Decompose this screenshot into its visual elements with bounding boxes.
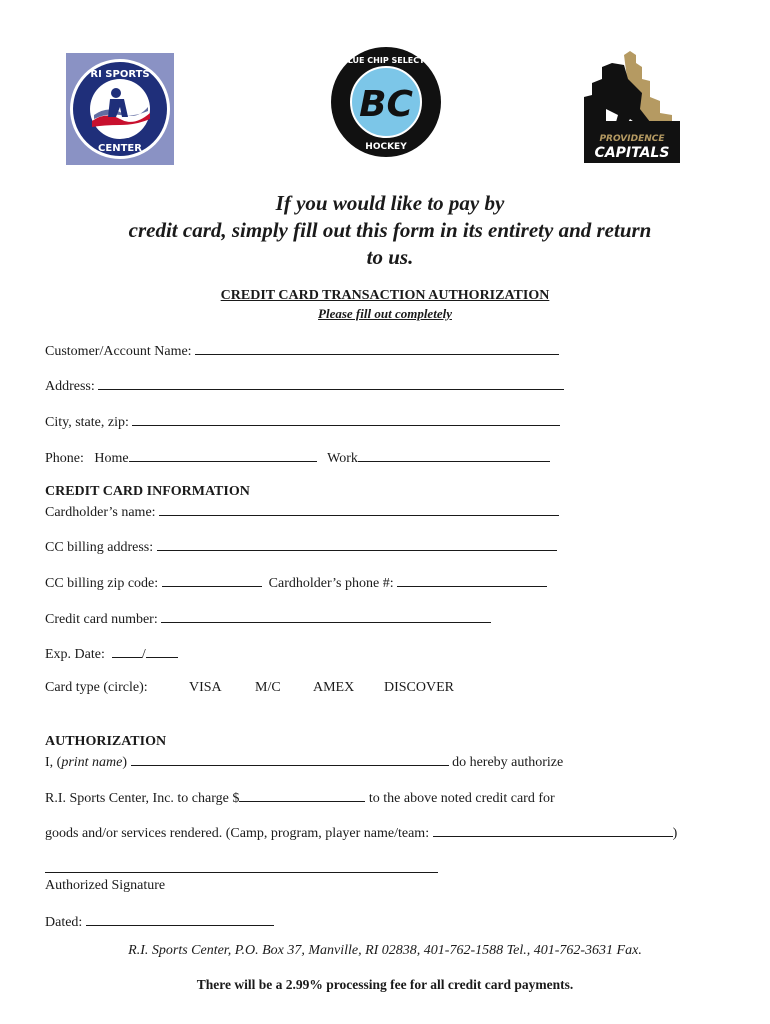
signature-field[interactable] bbox=[45, 860, 438, 873]
cardholder-name-label: Cardholder’s name: bbox=[45, 505, 156, 520]
capitals-logo-bottom-text: CAPITALS bbox=[594, 145, 670, 161]
intro-line-3: to us. bbox=[366, 245, 414, 269]
print-name-field[interactable] bbox=[131, 753, 449, 766]
providence-capitals-logo bbox=[584, 49, 680, 163]
credit-card-info-heading: CREDIT CARD INFORMATION bbox=[45, 484, 250, 499]
phone-row bbox=[45, 449, 550, 467]
capitals-logo-top-text: PROVIDENCE bbox=[599, 134, 665, 144]
card-type-discover[interactable]: DISCOVER bbox=[384, 680, 455, 695]
bcs-logo-bottom-text: HOCKEY bbox=[365, 142, 407, 152]
card-number-row bbox=[45, 610, 491, 628]
home-phone-field[interactable] bbox=[129, 449, 317, 462]
ri-sports-center-logo bbox=[66, 53, 174, 165]
bc-monogram: BC bbox=[359, 84, 413, 125]
card-number-field[interactable] bbox=[161, 610, 491, 623]
dated-label: Dated: bbox=[45, 915, 83, 930]
authorize-text: do hereby authorize bbox=[452, 755, 564, 770]
exp-date-separator: / bbox=[141, 647, 146, 662]
blue-chip-selects-logo bbox=[330, 46, 442, 158]
charge-suffix: to the above noted credit card for bbox=[368, 791, 555, 806]
work-phone-field[interactable] bbox=[358, 449, 550, 462]
authorization-heading: AUTHORIZATION bbox=[45, 734, 167, 749]
billing-address-row bbox=[45, 538, 557, 556]
intro-line-2: credit card, simply fill out this form in its entirety and return bbox=[128, 218, 652, 242]
billing-zip-row bbox=[45, 574, 547, 592]
city-state-zip-label: City, state, zip: bbox=[45, 415, 129, 430]
customer-name-label: Customer/Account Name: bbox=[45, 344, 192, 359]
authorize-prefix-close: ) bbox=[122, 755, 128, 770]
card-number-label: Credit card number: bbox=[45, 612, 158, 627]
card-type-visa[interactable]: VISA bbox=[189, 680, 222, 695]
cardholder-name-field[interactable] bbox=[159, 503, 559, 516]
goods-row bbox=[45, 824, 677, 842]
print-name-hint: print name bbox=[61, 755, 123, 770]
billing-zip-label: CC billing zip code: bbox=[45, 576, 159, 591]
intro-heading bbox=[60, 190, 720, 271]
processing-fee-note: There will be a 2.99% processing fee for all credit card payments. bbox=[196, 977, 574, 992]
charge-row bbox=[45, 789, 555, 807]
customer-name-field[interactable] bbox=[195, 342, 559, 355]
address-row bbox=[45, 377, 564, 395]
card-type-label: Card type (circle): bbox=[45, 680, 148, 695]
ri-logo-bottom-text: CENTER bbox=[98, 143, 142, 154]
exp-year-field[interactable] bbox=[146, 645, 178, 658]
home-phone-label: Home bbox=[94, 451, 129, 466]
goods-text: goods and/or services rendered. (Camp, program, player name/team: bbox=[45, 826, 430, 841]
footer-address: R.I. Sports Center, P.O. Box 37, Manville, RI 02838, 401-762-1588 Tel., 401-762-3631 Fax. bbox=[128, 943, 642, 958]
form-subtitle: Please fill out completely bbox=[318, 306, 452, 321]
signature-label: Authorized Signature bbox=[45, 878, 166, 893]
address-label: Address: bbox=[45, 379, 95, 394]
charge-amount-field[interactable] bbox=[239, 789, 365, 802]
cardholder-name-row bbox=[45, 503, 559, 521]
authorize-row bbox=[45, 753, 563, 771]
card-type-mc[interactable]: M/C bbox=[255, 680, 281, 695]
goods-close: ) bbox=[672, 826, 678, 841]
billing-zip-field[interactable] bbox=[162, 574, 262, 587]
city-state-zip-row bbox=[45, 413, 560, 431]
program-team-field[interactable] bbox=[433, 824, 673, 837]
card-type-row bbox=[45, 680, 148, 696]
billing-address-label: CC billing address: bbox=[45, 540, 154, 555]
ri-logo-top-text: RI SPORTS bbox=[90, 69, 150, 80]
billing-address-field[interactable] bbox=[157, 538, 557, 551]
city-state-zip-field[interactable] bbox=[132, 413, 560, 426]
cardholder-phone-field[interactable] bbox=[397, 574, 547, 587]
phone-label: Phone: bbox=[45, 451, 84, 466]
bcs-logo-top-text: BLUE CHIP SELECTS bbox=[341, 56, 431, 65]
customer-name-row bbox=[45, 342, 559, 360]
form-title: CREDIT CARD TRANSACTION AUTHORIZATION bbox=[220, 288, 550, 303]
intro-line-1: If you would like to pay by bbox=[275, 191, 505, 215]
exp-month-field[interactable] bbox=[112, 645, 142, 658]
exp-date-label: Exp. Date: bbox=[45, 647, 105, 662]
work-phone-label: Work bbox=[327, 451, 358, 466]
dated-field[interactable] bbox=[86, 913, 274, 926]
charge-text: R.I. Sports Center, Inc. to charge $ bbox=[45, 791, 240, 806]
cardholder-phone-label: Cardholder’s phone #: bbox=[268, 576, 394, 591]
exp-date-row bbox=[45, 645, 178, 663]
card-type-amex[interactable]: AMEX bbox=[313, 680, 355, 695]
dated-row bbox=[45, 913, 274, 931]
authorize-prefix: I, ( bbox=[45, 755, 62, 770]
address-field[interactable] bbox=[98, 377, 564, 390]
